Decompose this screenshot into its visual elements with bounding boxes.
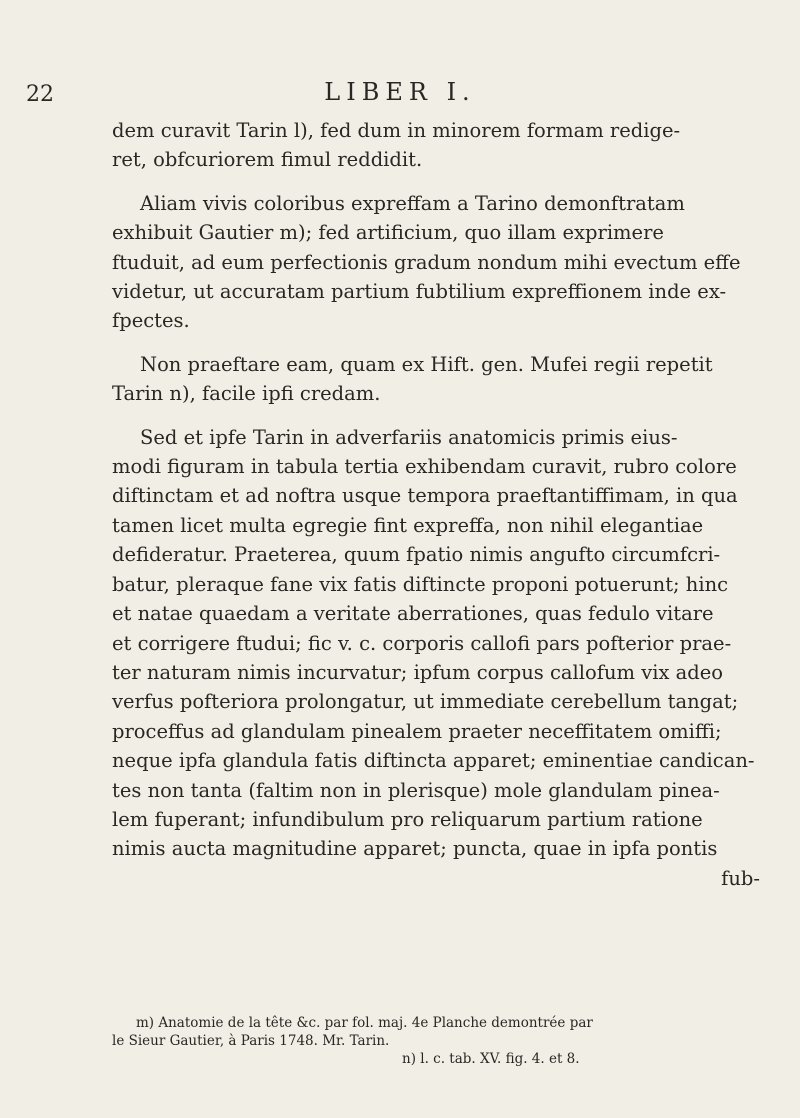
text-line: Non praeftare eam, quam ex Hift. gen. Mufei regii repetit bbox=[140, 352, 713, 376]
text-line: videtur, ut accuratam partium fubtilium expreffionem inde ex- bbox=[112, 280, 727, 304]
footnote-m-continued: le Sieur Gautier, à Paris 1748. Mr. Tarin. bbox=[112, 1033, 390, 1049]
text-line: Aliam vivis coloribus expreffam a Tarino demonftratam bbox=[140, 191, 685, 215]
text-line: neque ipfa glandula fatis diftincta apparet; eminentiae candican- bbox=[112, 749, 755, 773]
text-line: Sed et ipfe Tarin in adverfariis anatomicis primis eius- bbox=[140, 425, 678, 449]
text-line: defideratur. Praeterea, quum fpatio nimis angufto circumfcri- bbox=[112, 543, 721, 567]
footnote-n: n) l. c. tab. XV. fig. 4. et 8. bbox=[402, 1051, 580, 1067]
text-line: batur, pleraque fane vix fatis diftincte proponi potuerunt; hinc bbox=[112, 572, 729, 596]
text-line: exhibuit Gautier m); fed artificium, quo illam exprimere bbox=[112, 221, 664, 245]
text-line: dem curavit Tarin l), fed dum in minorem formam redige- bbox=[112, 119, 681, 142]
page-header bbox=[20, 78, 780, 118]
text-line: nimis aucta magnitudine apparet; puncta, quae in ipfa pontis bbox=[112, 837, 718, 861]
text-line: lem fuperant; infundibulum pro reliquarum partium ratione bbox=[112, 807, 703, 831]
main-text bbox=[112, 116, 792, 907]
footnotes bbox=[112, 1014, 792, 1068]
footnote-m: m) Anatomie de la tête &c. par fol. maj. 4e Planche demontrée par bbox=[136, 1015, 593, 1031]
text-line: et corrigere ftudui; fic v. c. corporis callofi pars pofterior prae- bbox=[112, 631, 732, 655]
paragraph-2 bbox=[112, 189, 792, 336]
text-line: tamen licet multa egregie fint expreffa, non nihil elegantiae bbox=[112, 513, 704, 537]
text-line: ftuduit, ad eum perfectionis gradum nondum mihi evectum effe bbox=[112, 250, 741, 274]
paragraph-1 bbox=[112, 116, 792, 175]
text-line: Tarin n), facile ipfi credam. bbox=[112, 382, 381, 406]
text-line: modi figuram in tabula tertia exhibendam curavit, rubro colore bbox=[112, 455, 737, 479]
text-line: diftinctam et ad noftra usque tempora praeftantiffimam, in qua bbox=[112, 484, 738, 508]
paragraph-3 bbox=[112, 350, 792, 409]
text-line: et natae quaedam a veritate aberrationes, quas fedulo vitare bbox=[112, 602, 714, 626]
text-line: proceffus ad glandulam pinealem praeter neceffitatem omiffi; bbox=[112, 719, 722, 743]
paragraph-4 bbox=[112, 423, 792, 894]
text-line: tes non tanta (faltim non in plerisque) mole glandulam pinea- bbox=[112, 778, 720, 802]
text-line: ret, obfcuriorem fimul reddidit. bbox=[112, 148, 423, 172]
text-line: verfus pofteriora prolongatur, ut immediate cerebellum tangat; bbox=[112, 690, 739, 714]
text-line: ter naturam nimis incurvatur; ipfum corpus callofum vix adeo bbox=[112, 660, 724, 684]
catchword: fub- bbox=[721, 866, 760, 890]
text-line: fpectes. bbox=[112, 309, 190, 333]
page-number: 22 bbox=[26, 82, 54, 107]
running-head: LIBER I. bbox=[324, 78, 476, 106]
